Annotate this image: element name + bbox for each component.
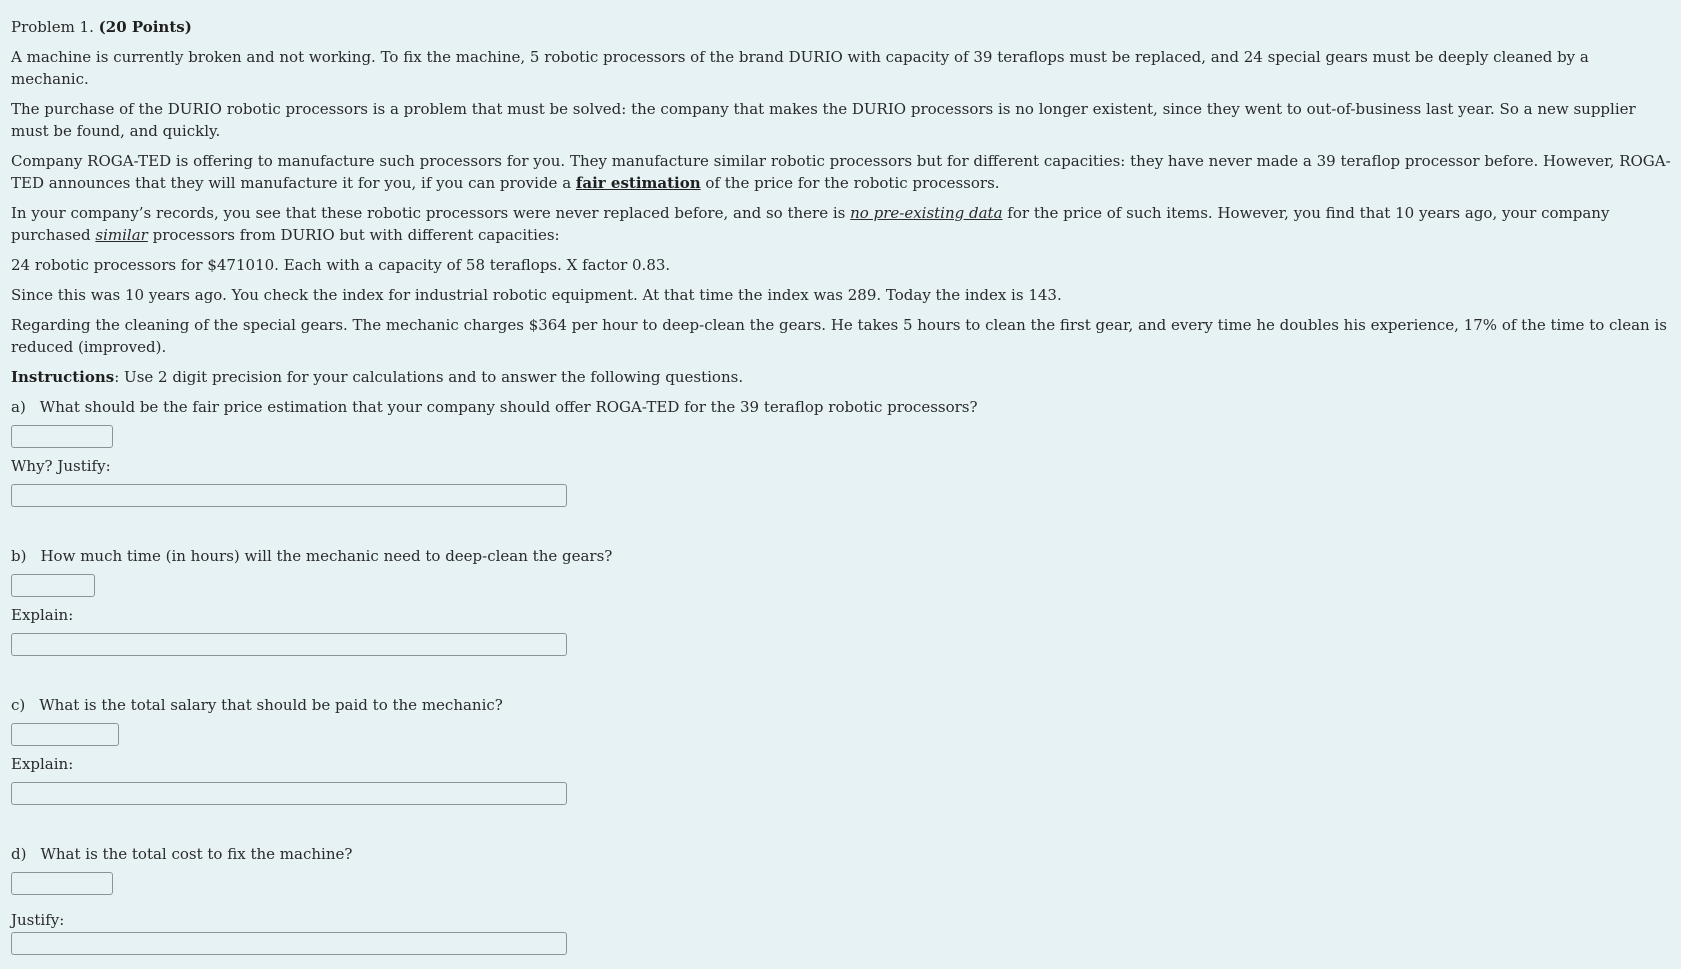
answer-b-input[interactable] [11, 574, 95, 597]
instructions-text: : Use 2 digit precision for your calculations and to answer the following questions. [114, 368, 744, 386]
question-b-letter: b) [11, 547, 27, 565]
paragraph-gears: Regarding the cleaning of the special gears. The mechanic charges $364 per hour to deep-clean the gears. He takes 5 hours to clean the first gear, and every time he doubles his experience, 17% of the time to clean is reduced (improved). [11, 316, 1667, 356]
question-b-text: How much time (in hours) will the mechanic need to deep-clean the gears? [40, 547, 613, 565]
paragraph-roga-ted-text-1: Company ROGA-TED is offering to manufacture such processors for you. They manufacture similar robotic processors but for different capacities: they have never made a 39 teraflop processor before. However, ROGA-TED announces that they will manufacture it for you, if you can provide a [11, 152, 1671, 192]
question-d-justify-label: Justify: [11, 911, 65, 929]
question-b-explain-label: Explain: [11, 606, 74, 624]
answer-c-input[interactable] [11, 723, 119, 746]
explain-b-input[interactable] [11, 633, 567, 656]
explain-c-input[interactable] [11, 782, 567, 805]
problem-points: (20 Points) [98, 18, 192, 36]
justify-d-input[interactable] [11, 932, 567, 955]
question-d-letter: d) [11, 845, 27, 863]
paragraph-records-text-2: for the price of such items. However, you find that 10 years ago, your company purchased [11, 204, 1610, 244]
paragraph-machine: A machine is currently broken and not working. To fix the machine, 5 robotic processors of the brand DURIO with capacity of 39 teraflops must be replaced, and 24 special gears must be deeply cleaned by a mechanic. [11, 48, 1589, 88]
question-d-text: What is the total cost to fix the machine? [40, 845, 353, 863]
paragraph-instructions [11, 366, 1671, 388]
problem-title [11, 16, 1671, 38]
question-a-justify-label: Why? Justify: [11, 457, 111, 475]
no-pre-existing-data-emphasis: no pre-existing data [850, 204, 1003, 222]
paragraph-records-text-1: In your company’s records, you see that these robotic processors were never replaced before, and so there is [11, 204, 851, 222]
question-c [11, 694, 1671, 716]
problem-title-prefix: Problem 1. [11, 18, 94, 36]
paragraph-roga-ted-text-2: of the price for the robotic processors. [700, 174, 1000, 192]
question-d [11, 843, 1671, 865]
question-a-letter: a) [11, 398, 26, 416]
instructions-label: Instructions [11, 368, 115, 386]
paragraph-records [11, 202, 1671, 246]
paragraph-past-purchase: 24 robotic processors for $471010. Each with a capacity of 58 teraflops. X factor 0.83. [11, 256, 671, 274]
question-a-text: What should be the fair price estimation that your company should offer ROGA-TED for the 39 teraflop robotic processors? [39, 398, 978, 416]
fair-estimation-emphasis: fair estimation [575, 174, 701, 192]
question-c-letter: c) [11, 696, 26, 714]
similar-emphasis: similar [95, 226, 148, 244]
paragraph-purchase: The purchase of the DURIO robotic processors is a problem that must be solved: the company that makes the DURIO processors is no longer existent, since they went to out-of-business last year. So a new supplier must be found, and quickly. [11, 100, 1636, 140]
question-c-explain-label: Explain: [11, 755, 74, 773]
paragraph-roga-ted [11, 150, 1671, 194]
justify-a-input[interactable] [11, 484, 567, 507]
question-a [11, 396, 1671, 418]
paragraph-index: Since this was 10 years ago. You check the index for industrial robotic equipment. At that time the index was 289. Today the index is 143. [11, 286, 1062, 304]
answer-a-input[interactable] [11, 425, 113, 448]
question-c-text: What is the total salary that should be paid to the mechanic? [39, 696, 503, 714]
question-b [11, 545, 1671, 567]
answer-d-input[interactable] [11, 872, 113, 895]
paragraph-records-text-3: processors from DURIO but with different capacities: [147, 226, 560, 244]
